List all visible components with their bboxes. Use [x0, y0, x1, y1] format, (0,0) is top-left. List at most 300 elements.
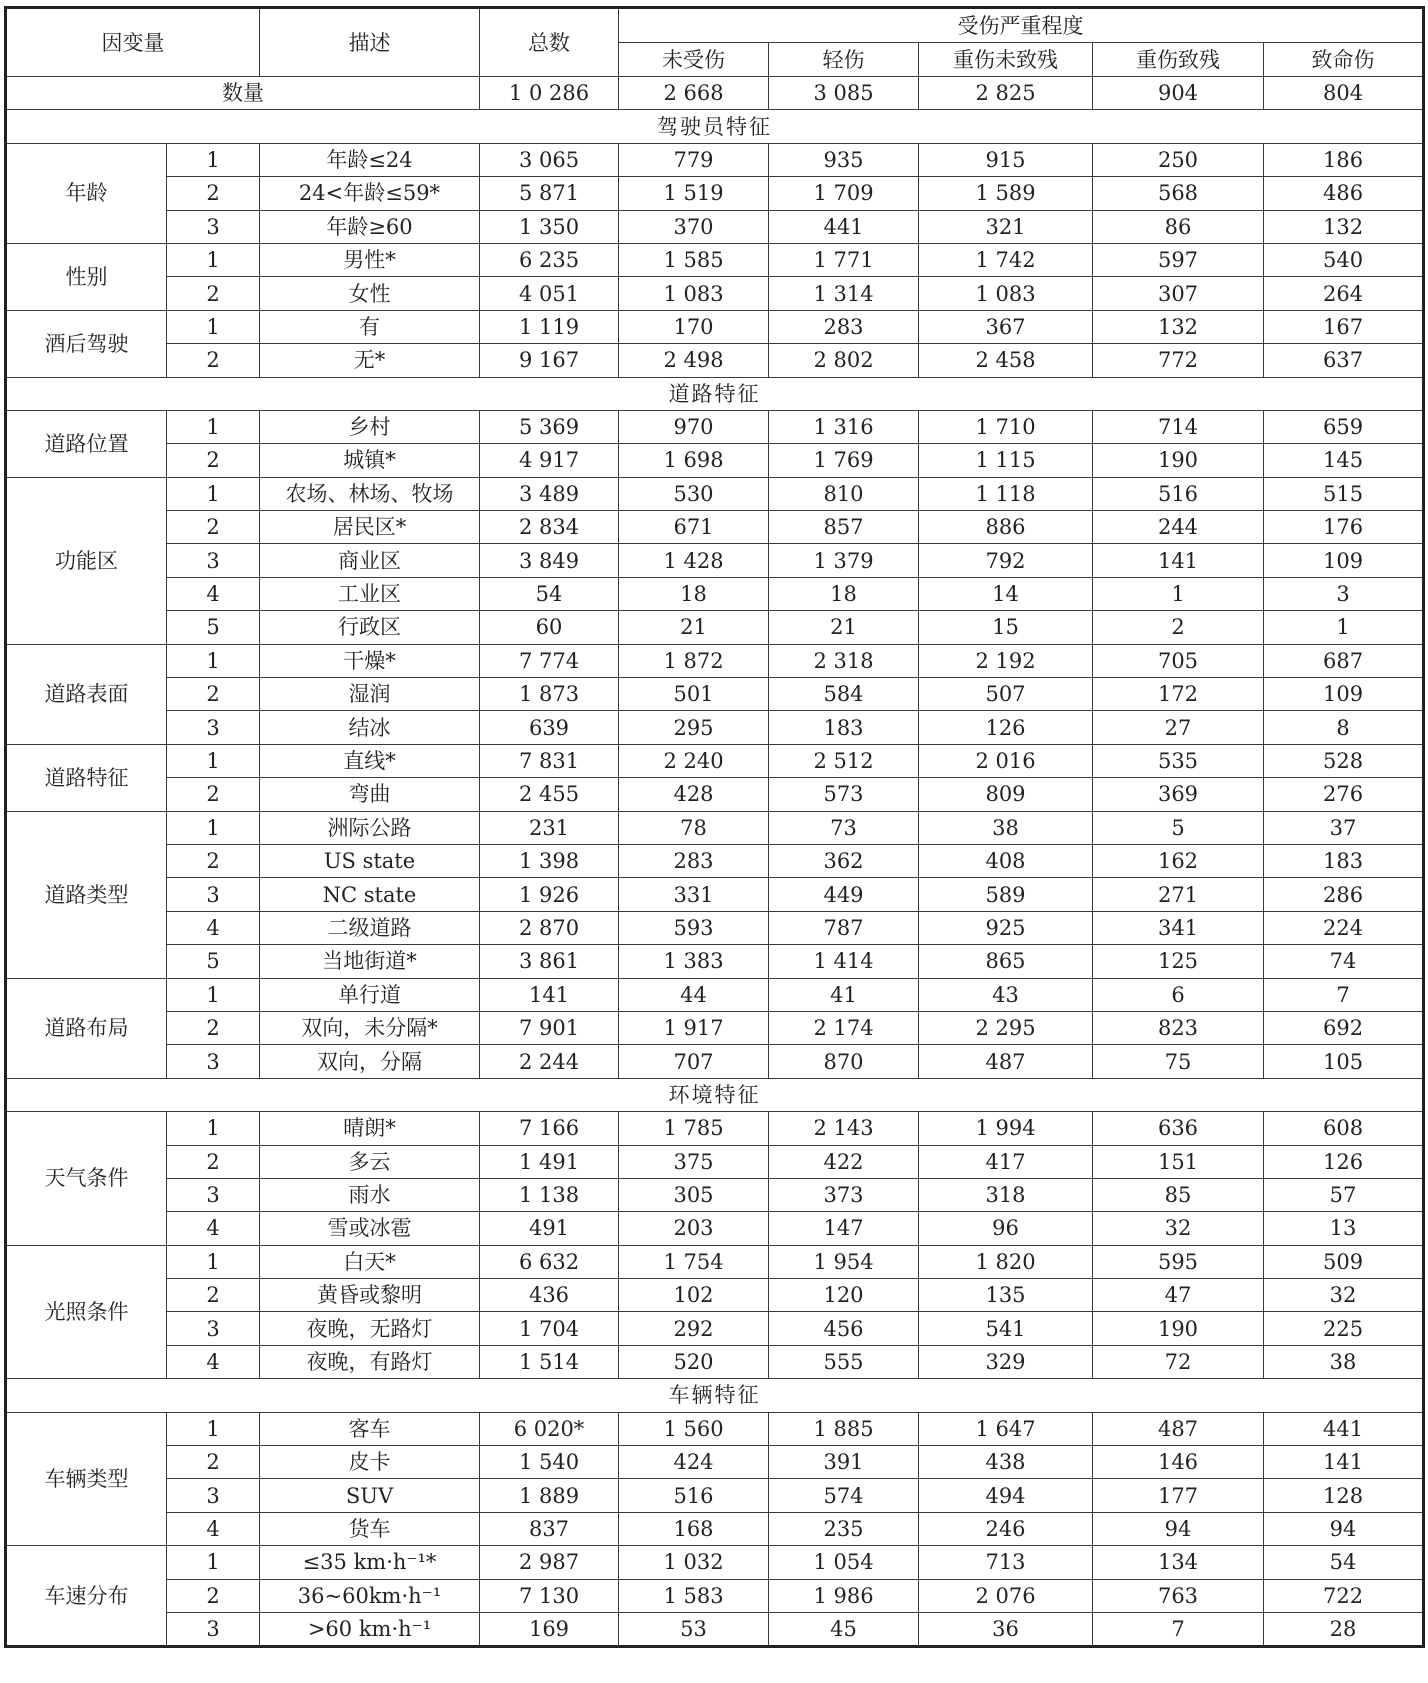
row-desc: 年龄≤24 — [260, 143, 480, 176]
group-name: 酒后驾驶 — [6, 310, 167, 377]
table-row — [6, 1446, 1424, 1479]
row-desc: 多云 — [260, 1145, 480, 1178]
row-value: 436 — [480, 1279, 619, 1312]
row-desc: 工业区 — [260, 577, 480, 610]
row-value: 2 512 — [769, 744, 919, 777]
row-value: 231 — [480, 811, 619, 844]
row-value: 32 — [1093, 1212, 1264, 1245]
row-value: 4 917 — [480, 444, 619, 477]
row-code: 1 — [167, 644, 260, 677]
table-row — [6, 945, 1424, 978]
row-value: 441 — [769, 210, 919, 243]
row-code: 3 — [167, 878, 260, 911]
row-desc: 货车 — [260, 1512, 480, 1545]
row-desc: ≤35 km·h⁻¹* — [260, 1546, 480, 1579]
row-value: 1 986 — [769, 1579, 919, 1612]
row-value: 5 871 — [480, 177, 619, 210]
row-value: 41 — [769, 978, 919, 1011]
table-row — [6, 1011, 1424, 1044]
row-value: 3 489 — [480, 477, 619, 510]
row-value: 2 498 — [619, 344, 769, 377]
table-row — [6, 911, 1424, 944]
row-value: 250 — [1093, 143, 1264, 176]
row-value: 132 — [1264, 210, 1424, 243]
group-name: 性别 — [6, 243, 167, 310]
section-header-row — [6, 110, 1424, 143]
row-value: 321 — [919, 210, 1093, 243]
row-value: 915 — [919, 143, 1093, 176]
row-code: 3 — [167, 1045, 260, 1078]
row-value: 2 174 — [769, 1011, 919, 1044]
row-value: 183 — [769, 711, 919, 744]
row-desc: 洲际公路 — [260, 811, 480, 844]
row-value: 75 — [1093, 1045, 1264, 1078]
row-code: 3 — [167, 1479, 260, 1512]
table-row — [6, 1145, 1424, 1178]
row-value: 7 130 — [480, 1579, 619, 1612]
row-value: 1 889 — [480, 1479, 619, 1512]
row-value: 295 — [619, 711, 769, 744]
row-value: 286 — [1264, 878, 1424, 911]
header-severity: 受伤严重程度 — [619, 8, 1424, 43]
row-desc: 行政区 — [260, 611, 480, 644]
row-value: 177 — [1093, 1479, 1264, 1512]
table-row — [6, 778, 1424, 811]
row-value: 1 583 — [619, 1579, 769, 1612]
row-desc: 24<年龄≤59* — [260, 177, 480, 210]
row-value: 2 987 — [480, 1546, 619, 1579]
row-value: 809 — [919, 778, 1093, 811]
row-value: 21 — [619, 611, 769, 644]
table-row — [6, 744, 1424, 777]
row-value: 7 831 — [480, 744, 619, 777]
row-value: 422 — [769, 1145, 919, 1178]
row-value: 1 119 — [480, 310, 619, 343]
row-code: 2 — [167, 1446, 260, 1479]
row-value: 224 — [1264, 911, 1424, 944]
row-value: 487 — [919, 1045, 1093, 1078]
row-value: 14 — [919, 577, 1093, 610]
row-code: 2 — [167, 1279, 260, 1312]
row-value: 145 — [1264, 444, 1424, 477]
row-value: 1 872 — [619, 644, 769, 677]
row-desc: 白天* — [260, 1245, 480, 1278]
row-value: 530 — [619, 477, 769, 510]
table-row — [6, 544, 1424, 577]
row-value: 584 — [769, 678, 919, 711]
row-desc: 湿润 — [260, 678, 480, 711]
row-value: 2 016 — [919, 744, 1093, 777]
row-code: 3 — [167, 210, 260, 243]
row-value: 2 295 — [919, 1011, 1093, 1044]
row-value: 21 — [769, 611, 919, 644]
row-value: 45 — [769, 1612, 919, 1646]
data-table-container — [4, 6, 1422, 1648]
header-level: 重伤未致残 — [919, 43, 1093, 77]
row-code: 1 — [167, 410, 260, 443]
row-value: 2 244 — [480, 1045, 619, 1078]
row-value: 2 318 — [769, 644, 919, 677]
row-value: 1 138 — [480, 1178, 619, 1211]
row-value: 7 774 — [480, 644, 619, 677]
row-code: 1 — [167, 1245, 260, 1278]
count-value: 1 0 286 — [480, 77, 619, 110]
section-header-row — [6, 1078, 1424, 1111]
row-value: 276 — [1264, 778, 1424, 811]
row-desc: NC state — [260, 878, 480, 911]
row-value: 935 — [769, 143, 919, 176]
row-value: 574 — [769, 1479, 919, 1512]
table-row — [6, 444, 1424, 477]
row-value: 772 — [1093, 344, 1264, 377]
row-value: 1 414 — [769, 945, 919, 978]
count-value: 3 085 — [769, 77, 919, 110]
row-value: 8 — [1264, 711, 1424, 744]
row-value: 18 — [619, 577, 769, 610]
row-value: 1 754 — [619, 1245, 769, 1278]
header-total: 总数 — [480, 8, 619, 77]
row-value: 2 — [1093, 611, 1264, 644]
table-row — [6, 344, 1424, 377]
row-value: 7 166 — [480, 1112, 619, 1145]
row-value: 1 083 — [619, 277, 769, 310]
row-desc: 皮卡 — [260, 1446, 480, 1479]
row-value: 779 — [619, 143, 769, 176]
row-value: 172 — [1093, 678, 1264, 711]
row-value: 1 873 — [480, 678, 619, 711]
row-value: 135 — [919, 1279, 1093, 1312]
row-value: 1 350 — [480, 210, 619, 243]
table-row — [6, 210, 1424, 243]
row-value: 5 369 — [480, 410, 619, 443]
row-code: 5 — [167, 611, 260, 644]
header-level: 致命伤 — [1264, 43, 1424, 77]
row-value: 96 — [919, 1212, 1093, 1245]
section-title: 道路特征 — [6, 377, 1424, 410]
row-value: 501 — [619, 678, 769, 711]
row-value: 125 — [1093, 945, 1264, 978]
row-value: 391 — [769, 1446, 919, 1479]
row-value: 331 — [619, 878, 769, 911]
row-code: 1 — [167, 310, 260, 343]
row-value: 787 — [769, 911, 919, 944]
row-value: 27 — [1093, 711, 1264, 744]
row-value: 105 — [1264, 1045, 1424, 1078]
row-value: 597 — [1093, 243, 1264, 276]
row-value: 168 — [619, 1512, 769, 1545]
row-value: 2 834 — [480, 511, 619, 544]
row-value: 38 — [1264, 1345, 1424, 1378]
row-value: 120 — [769, 1279, 919, 1312]
row-value: 9 167 — [480, 344, 619, 377]
table-row — [6, 711, 1424, 744]
row-value: 713 — [919, 1546, 1093, 1579]
row-code: 2 — [167, 778, 260, 811]
row-value: 169 — [480, 1612, 619, 1646]
table-row — [6, 1312, 1424, 1345]
row-code: 2 — [167, 344, 260, 377]
row-value: 225 — [1264, 1312, 1424, 1345]
group-name: 光照条件 — [6, 1245, 167, 1379]
row-value: 441 — [1264, 1412, 1424, 1445]
row-value: 491 — [480, 1212, 619, 1245]
row-code: 2 — [167, 277, 260, 310]
table-row — [6, 277, 1424, 310]
injury-severity-table — [4, 6, 1425, 1648]
row-value: 141 — [1093, 544, 1264, 577]
row-value: 870 — [769, 1045, 919, 1078]
row-value: 109 — [1264, 678, 1424, 711]
row-value: 370 — [619, 210, 769, 243]
group-name: 道路表面 — [6, 644, 167, 744]
row-value: 186 — [1264, 143, 1424, 176]
row-value: 515 — [1264, 477, 1424, 510]
row-value: 636 — [1093, 1112, 1264, 1145]
row-value: 1 917 — [619, 1011, 769, 1044]
row-value: 318 — [919, 1178, 1093, 1211]
row-code: 1 — [167, 1412, 260, 1445]
row-value: 38 — [919, 811, 1093, 844]
row-value: 7 — [1264, 978, 1424, 1011]
row-value: 823 — [1093, 1011, 1264, 1044]
table-row — [6, 511, 1424, 544]
table-row — [6, 243, 1424, 276]
table-row — [6, 1479, 1424, 1512]
row-value: 1 647 — [919, 1412, 1093, 1445]
row-value: 190 — [1093, 1312, 1264, 1345]
row-value: 47 — [1093, 1279, 1264, 1312]
row-value: 595 — [1093, 1245, 1264, 1278]
row-value: 329 — [919, 1345, 1093, 1378]
header-dep-var: 因变量 — [6, 8, 260, 77]
row-value: 375 — [619, 1145, 769, 1178]
row-value: 507 — [919, 678, 1093, 711]
row-value: 540 — [1264, 243, 1424, 276]
row-value: 141 — [480, 978, 619, 1011]
table-row — [6, 1279, 1424, 1312]
row-code: 2 — [167, 511, 260, 544]
row-value: 3 849 — [480, 544, 619, 577]
row-value: 637 — [1264, 344, 1424, 377]
group-name: 道路类型 — [6, 811, 167, 978]
group-name: 功能区 — [6, 477, 167, 644]
row-value: 424 — [619, 1446, 769, 1479]
row-value: 94 — [1093, 1512, 1264, 1545]
row-desc: 当地街道* — [260, 945, 480, 978]
row-value: 271 — [1093, 878, 1264, 911]
row-desc: SUV — [260, 1479, 480, 1512]
group-name: 车辆类型 — [6, 1412, 167, 1546]
row-value: 449 — [769, 878, 919, 911]
table-row — [6, 1178, 1424, 1211]
row-desc: 无* — [260, 344, 480, 377]
row-value: 837 — [480, 1512, 619, 1545]
row-value: 3 861 — [480, 945, 619, 978]
row-value: 1 115 — [919, 444, 1093, 477]
row-value: 593 — [619, 911, 769, 944]
row-value: 1 032 — [619, 1546, 769, 1579]
row-value: 1 785 — [619, 1112, 769, 1145]
row-value: 3 — [1264, 577, 1424, 610]
row-value: 86 — [1093, 210, 1264, 243]
row-code: 5 — [167, 945, 260, 978]
row-value: 146 — [1093, 1446, 1264, 1479]
row-value: 341 — [1093, 911, 1264, 944]
row-value: 1 954 — [769, 1245, 919, 1278]
row-value: 494 — [919, 1479, 1093, 1512]
row-value: 555 — [769, 1345, 919, 1378]
row-desc: 夜晚，无路灯 — [260, 1312, 480, 1345]
row-value: 692 — [1264, 1011, 1424, 1044]
row-value: 970 — [619, 410, 769, 443]
row-code: 4 — [167, 1212, 260, 1245]
row-value: 1 379 — [769, 544, 919, 577]
row-value: 639 — [480, 711, 619, 744]
row-value: 170 — [619, 310, 769, 343]
row-value: 7 — [1093, 1612, 1264, 1646]
row-code: 2 — [167, 1579, 260, 1612]
row-desc: 二级道路 — [260, 911, 480, 944]
row-value: 57 — [1264, 1178, 1424, 1211]
row-value: 707 — [619, 1045, 769, 1078]
row-value: 3 065 — [480, 143, 619, 176]
row-desc: 雨水 — [260, 1178, 480, 1211]
row-value: 72 — [1093, 1345, 1264, 1378]
row-value: 28 — [1264, 1612, 1424, 1646]
row-value: 671 — [619, 511, 769, 544]
group-name: 道路位置 — [6, 410, 167, 477]
row-value: 573 — [769, 778, 919, 811]
group-name: 道路布局 — [6, 978, 167, 1078]
row-code: 1 — [167, 811, 260, 844]
row-value: 60 — [480, 611, 619, 644]
row-value: 176 — [1264, 511, 1424, 544]
row-value: 2 455 — [480, 778, 619, 811]
row-code: 2 — [167, 844, 260, 877]
row-value: 6 632 — [480, 1245, 619, 1278]
row-value: 1 540 — [480, 1446, 619, 1479]
row-value: 54 — [480, 577, 619, 610]
row-code: 1 — [167, 477, 260, 510]
row-value: 6 020* — [480, 1412, 619, 1445]
table-row — [6, 844, 1424, 877]
row-value: 535 — [1093, 744, 1264, 777]
table-row — [6, 1045, 1424, 1078]
row-code: 3 — [167, 711, 260, 744]
table-row — [6, 1245, 1424, 1278]
row-value: 109 — [1264, 544, 1424, 577]
row-value: 487 — [1093, 1412, 1264, 1445]
row-value: 244 — [1093, 511, 1264, 544]
row-value: 925 — [919, 911, 1093, 944]
row-value: 1 698 — [619, 444, 769, 477]
row-value: 687 — [1264, 644, 1424, 677]
row-value: 203 — [619, 1212, 769, 1245]
header-desc: 描述 — [260, 8, 480, 77]
section-title: 车辆特征 — [6, 1379, 1424, 1412]
row-value: 13 — [1264, 1212, 1424, 1245]
row-desc: 农场、林场、牧场 — [260, 477, 480, 510]
table-row — [6, 1212, 1424, 1245]
row-desc: 商业区 — [260, 544, 480, 577]
row-value: 1 383 — [619, 945, 769, 978]
row-value: 1 820 — [919, 1245, 1093, 1278]
row-value: 37 — [1264, 811, 1424, 844]
row-desc: 单行道 — [260, 978, 480, 1011]
row-value: 528 — [1264, 744, 1424, 777]
row-desc: 夜晚，有路灯 — [260, 1345, 480, 1378]
row-value: 516 — [1093, 477, 1264, 510]
row-value: 32 — [1264, 1279, 1424, 1312]
row-value: 763 — [1093, 1579, 1264, 1612]
table-row — [6, 1112, 1424, 1145]
table-row — [6, 611, 1424, 644]
row-value: 4 051 — [480, 277, 619, 310]
row-value: 1 118 — [919, 477, 1093, 510]
row-value: 886 — [919, 511, 1093, 544]
row-desc: 居民区* — [260, 511, 480, 544]
row-value: 1 428 — [619, 544, 769, 577]
row-value: 1 514 — [480, 1345, 619, 1378]
row-value: 516 — [619, 1479, 769, 1512]
table-row — [6, 644, 1424, 677]
row-value: 1 994 — [919, 1112, 1093, 1145]
row-value: 2 076 — [919, 1579, 1093, 1612]
row-value: 126 — [919, 711, 1093, 744]
row-code: 4 — [167, 1512, 260, 1545]
row-code: 1 — [167, 143, 260, 176]
row-value: 132 — [1093, 310, 1264, 343]
row-code: 2 — [167, 444, 260, 477]
row-value: 292 — [619, 1312, 769, 1345]
row-desc: 乡村 — [260, 410, 480, 443]
row-value: 36 — [919, 1612, 1093, 1646]
header-row-1 — [6, 8, 1424, 43]
row-code: 1 — [167, 1546, 260, 1579]
table-row — [6, 878, 1424, 911]
row-value: 5 — [1093, 811, 1264, 844]
row-value: 2 458 — [919, 344, 1093, 377]
row-value: 2 240 — [619, 744, 769, 777]
row-code: 3 — [167, 1612, 260, 1646]
row-value: 1 742 — [919, 243, 1093, 276]
count-value: 2 825 — [919, 77, 1093, 110]
row-value: 659 — [1264, 410, 1424, 443]
row-code: 1 — [167, 243, 260, 276]
row-value: 1 398 — [480, 844, 619, 877]
row-value: 128 — [1264, 1479, 1424, 1512]
row-desc: 女性 — [260, 277, 480, 310]
row-desc: 黄昏或黎明 — [260, 1279, 480, 1312]
row-value: 305 — [619, 1178, 769, 1211]
row-desc: >60 km·h⁻¹ — [260, 1612, 480, 1646]
count-value: 2 668 — [619, 77, 769, 110]
row-value: 134 — [1093, 1546, 1264, 1579]
row-code: 2 — [167, 177, 260, 210]
count-row — [6, 77, 1424, 110]
row-code: 4 — [167, 1345, 260, 1378]
row-value: 85 — [1093, 1178, 1264, 1211]
row-value: 486 — [1264, 177, 1424, 210]
row-code: 3 — [167, 544, 260, 577]
row-value: 369 — [1093, 778, 1264, 811]
row-value: 6 235 — [480, 243, 619, 276]
group-name: 道路特征 — [6, 744, 167, 811]
row-value: 373 — [769, 1178, 919, 1211]
row-value: 705 — [1093, 644, 1264, 677]
row-code: 3 — [167, 1312, 260, 1345]
table-row — [6, 978, 1424, 1011]
